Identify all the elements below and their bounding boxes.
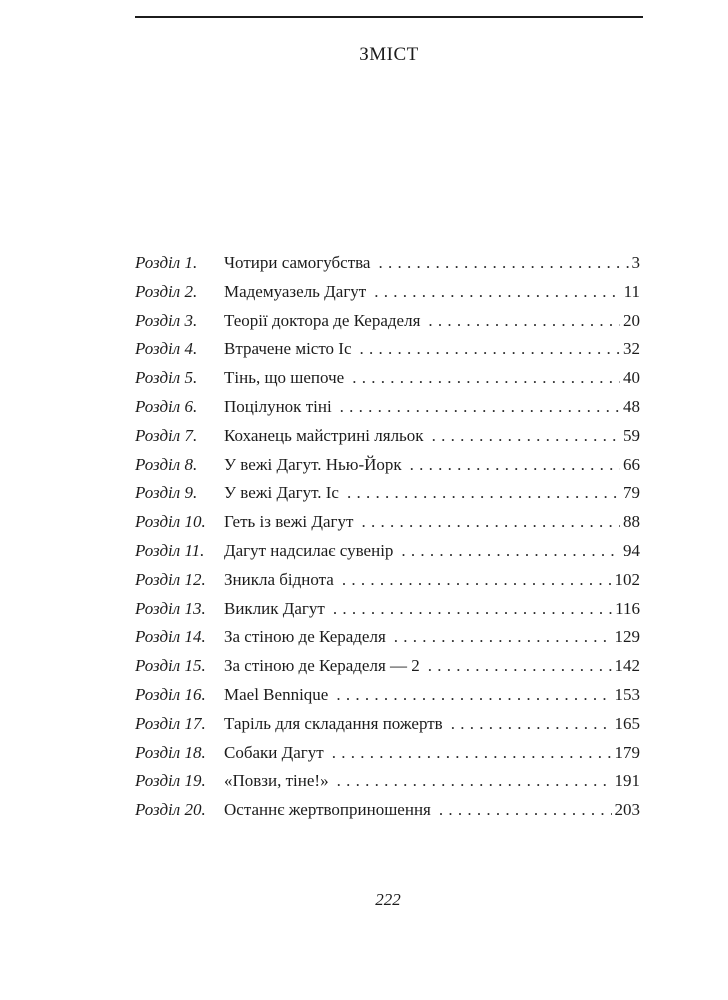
chapter-label: Розділ 8. [135, 454, 198, 474]
chapter-title: Виклик Дагут [224, 598, 325, 618]
chapter-label: Розділ 16. [135, 684, 206, 704]
chapter-label: Розділ 15. [135, 656, 206, 676]
dot-leader [439, 796, 612, 825]
chapter-page-number: 32 [623, 339, 640, 359]
chapter-page-number: 179 [614, 742, 640, 762]
chapter-page-number: 88 [623, 512, 640, 532]
chapter-title: У вежі Дагут. Іс [224, 483, 339, 503]
toc-entry [135, 249, 640, 278]
chapter-title: Дагут надсилає сувенір [224, 540, 394, 560]
dot-leader [428, 307, 620, 336]
toc-entry [135, 393, 640, 422]
chapter-page-number: 142 [614, 656, 640, 676]
dot-leader [332, 739, 612, 768]
chapter-page-number: 20 [623, 310, 640, 330]
dot-leader [336, 681, 611, 710]
chapter-title: Теорії доктора де Керaделя [224, 310, 421, 330]
toc-entry [135, 566, 640, 595]
chapter-page-number: 66 [623, 454, 640, 474]
chapter-label: Розділ 12. [135, 569, 206, 589]
chapter-title: Mael Bennique [224, 684, 329, 704]
chapter-label: Розділ 10. [135, 512, 206, 532]
toc-entry [135, 652, 640, 681]
toc-entry [135, 451, 640, 480]
chapter-label: Розділ 4. [135, 339, 198, 359]
chapter-page-number: 116 [615, 598, 640, 618]
chapter-label: Розділ 17. [135, 713, 206, 733]
chapter-label: Розділ 6. [135, 396, 198, 416]
dot-leader [451, 710, 612, 739]
chapter-title: Таріль для складання пожертв [224, 713, 443, 733]
toc-entry [135, 739, 640, 768]
page-title: ЗМІСТ [359, 44, 419, 65]
chapter-title: «Повзи, тіне!» [224, 771, 329, 791]
dot-leader [432, 422, 620, 451]
chapter-page-number: 59 [623, 425, 640, 445]
chapter-page-number: 94 [623, 540, 640, 560]
table-of-contents [135, 249, 640, 825]
dot-leader [374, 278, 620, 307]
chapter-page-number: 79 [623, 483, 640, 503]
dot-leader [378, 249, 628, 278]
chapter-label: Розділ 19. [135, 771, 206, 791]
chapter-title: Собаки Дагут [224, 742, 324, 762]
chapter-page-number: 11 [623, 281, 640, 301]
dot-leader [352, 364, 620, 393]
toc-entry [135, 422, 640, 451]
chapter-title: Зникла біднота [224, 569, 334, 589]
chapter-page-number: 3 [631, 253, 640, 272]
chapter-title: Чотири самогубства [224, 253, 371, 272]
chapter-label: Розділ 20. [135, 800, 206, 820]
chapter-page-number: 48 [623, 396, 640, 416]
chapter-title: Геть із вежі Дагут [224, 512, 354, 532]
toc-entry [135, 595, 640, 624]
dot-leader [347, 479, 620, 508]
chapter-title: Останнє жертвоприношення [224, 800, 431, 820]
dot-leader [401, 537, 620, 566]
chapter-label: Розділ 14. [135, 627, 206, 647]
chapter-page-number: 203 [614, 800, 640, 820]
toc-entry [135, 681, 640, 710]
dot-leader [337, 767, 612, 796]
toc-entry [135, 335, 640, 364]
chapter-title: У вежі Дагут. Нью-Йорк [224, 454, 402, 474]
chapter-title: Поцілунок тіні [224, 396, 332, 416]
chapter-page-number: 165 [614, 713, 640, 733]
toc-entry [135, 278, 640, 307]
dot-leader [428, 652, 612, 681]
dot-leader [340, 393, 620, 422]
toc-entry [135, 508, 640, 537]
dot-leader [342, 566, 612, 595]
toc-entry [135, 537, 640, 566]
chapter-title: За стіною де Керaделя [224, 627, 386, 647]
chapter-label: Розділ 7. [135, 425, 198, 445]
chapter-label: Розділ 1. [135, 253, 198, 272]
chapter-page-number: 102 [614, 569, 640, 589]
dot-leader [394, 623, 612, 652]
toc-entry [135, 796, 640, 825]
chapter-label: Розділ 5. [135, 368, 198, 388]
chapter-label: Розділ 18. [135, 742, 206, 762]
chapter-page-number: 191 [614, 771, 640, 791]
chapter-title: Мадемуазель Дагут [224, 281, 367, 301]
dot-leader [410, 451, 620, 480]
dot-leader [333, 595, 612, 624]
dot-leader [361, 508, 620, 537]
page-number: 222 [375, 890, 401, 909]
top-rule [135, 16, 643, 18]
toc-entry [135, 623, 640, 652]
chapter-label: Розділ 2. [135, 281, 198, 301]
chapter-page-number: 40 [623, 368, 640, 388]
chapter-label: Розділ 11. [135, 540, 205, 560]
chapter-page-number: 129 [614, 627, 640, 647]
chapter-label: Розділ 3. [135, 310, 198, 330]
chapter-title: Тінь, що шепоче [224, 368, 345, 388]
toc-entry [135, 307, 640, 336]
chapter-title: За стіною де Керaделя — 2 [224, 656, 420, 676]
chapter-title: Коханець майстрині ляльок [224, 425, 424, 445]
chapter-label: Розділ 9. [135, 483, 198, 503]
dot-leader [360, 335, 620, 364]
toc-entry [135, 710, 640, 739]
toc-entry [135, 479, 640, 508]
toc-entry [135, 364, 640, 393]
chapter-label: Розділ 13. [135, 598, 206, 618]
toc-entry [135, 767, 640, 796]
chapter-page-number: 153 [614, 684, 640, 704]
chapter-title: Втрачене місто Іс [224, 339, 352, 359]
